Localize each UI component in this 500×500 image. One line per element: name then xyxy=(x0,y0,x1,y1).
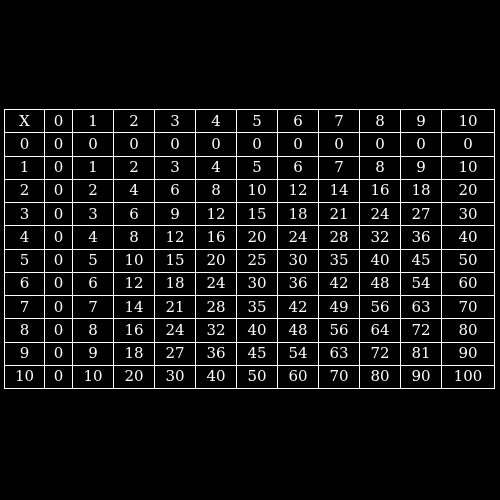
product-cell: 6 xyxy=(155,179,196,202)
product-cell: 50 xyxy=(237,365,278,388)
product-cell: 0 xyxy=(45,226,73,249)
table-row xyxy=(5,342,495,365)
product-cell: 8 xyxy=(360,156,401,179)
product-cell: 20 xyxy=(196,249,237,272)
product-cell: 3 xyxy=(73,203,114,226)
table-row xyxy=(5,365,495,388)
product-cell: 56 xyxy=(360,296,401,319)
product-cell: 0 xyxy=(45,179,73,202)
column-header-cell: 0 xyxy=(45,110,73,133)
product-cell: 64 xyxy=(360,319,401,342)
product-cell: 9 xyxy=(155,203,196,226)
product-cell: 0 xyxy=(401,133,442,156)
product-cell: 14 xyxy=(319,179,360,202)
product-cell: 12 xyxy=(114,272,155,295)
product-cell: 49 xyxy=(319,296,360,319)
column-header-cell: 1 xyxy=(73,110,114,133)
product-cell: 20 xyxy=(237,226,278,249)
product-cell: 5 xyxy=(73,249,114,272)
product-cell: 3 xyxy=(155,156,196,179)
product-cell: 12 xyxy=(278,179,319,202)
product-cell: 10 xyxy=(73,365,114,388)
product-cell: 0 xyxy=(45,365,73,388)
product-cell: 60 xyxy=(442,272,495,295)
column-header-cell: 5 xyxy=(237,110,278,133)
product-cell: 54 xyxy=(278,342,319,365)
column-header-cell: 7 xyxy=(319,110,360,133)
product-cell: 36 xyxy=(401,226,442,249)
column-header-cell: 6 xyxy=(278,110,319,133)
product-cell: 4 xyxy=(73,226,114,249)
product-cell: 9 xyxy=(73,342,114,365)
product-cell: 0 xyxy=(45,296,73,319)
product-cell: 24 xyxy=(196,272,237,295)
product-cell: 70 xyxy=(442,296,495,319)
product-cell: 7 xyxy=(319,156,360,179)
product-cell: 56 xyxy=(319,319,360,342)
product-cell: 15 xyxy=(237,203,278,226)
product-cell: 50 xyxy=(442,249,495,272)
product-cell: 18 xyxy=(401,179,442,202)
product-cell: 45 xyxy=(401,249,442,272)
product-cell: 18 xyxy=(114,342,155,365)
product-cell: 21 xyxy=(319,203,360,226)
row-header-cell: 3 xyxy=(5,203,45,226)
product-cell: 30 xyxy=(155,365,196,388)
product-cell: 48 xyxy=(360,272,401,295)
product-cell: 30 xyxy=(278,249,319,272)
column-header-cell: 8 xyxy=(360,110,401,133)
product-cell: 6 xyxy=(278,156,319,179)
product-cell: 42 xyxy=(278,296,319,319)
table-row xyxy=(5,272,495,295)
product-cell: 14 xyxy=(114,296,155,319)
product-cell: 54 xyxy=(401,272,442,295)
product-cell: 45 xyxy=(237,342,278,365)
product-cell: 0 xyxy=(278,133,319,156)
product-cell: 0 xyxy=(237,133,278,156)
table-row xyxy=(5,319,495,342)
column-header-cell: 3 xyxy=(155,110,196,133)
product-cell: 5 xyxy=(237,156,278,179)
product-cell: 0 xyxy=(45,249,73,272)
table-row xyxy=(5,203,495,226)
column-header-cell: 4 xyxy=(196,110,237,133)
product-cell: 25 xyxy=(237,249,278,272)
product-cell: 9 xyxy=(401,156,442,179)
product-cell: 16 xyxy=(360,179,401,202)
product-cell: 24 xyxy=(360,203,401,226)
product-cell: 0 xyxy=(45,319,73,342)
product-cell: 4 xyxy=(114,179,155,202)
product-cell: 35 xyxy=(319,249,360,272)
product-cell: 70 xyxy=(319,365,360,388)
product-cell: 21 xyxy=(155,296,196,319)
corner-cell: X xyxy=(5,110,45,133)
product-cell: 60 xyxy=(278,365,319,388)
row-header-cell: 6 xyxy=(5,272,45,295)
column-header-cell: 2 xyxy=(114,110,155,133)
product-cell: 2 xyxy=(114,156,155,179)
product-cell: 10 xyxy=(237,179,278,202)
row-header-cell: 8 xyxy=(5,319,45,342)
product-cell: 63 xyxy=(401,296,442,319)
product-cell: 0 xyxy=(45,156,73,179)
table-row xyxy=(5,179,495,202)
product-cell: 6 xyxy=(114,203,155,226)
row-header-cell: 9 xyxy=(5,342,45,365)
product-cell: 0 xyxy=(155,133,196,156)
product-cell: 0 xyxy=(196,133,237,156)
table-row xyxy=(5,156,495,179)
product-cell: 12 xyxy=(155,226,196,249)
table-row xyxy=(5,226,495,249)
multiplication-table xyxy=(4,109,495,389)
product-cell: 63 xyxy=(319,342,360,365)
product-cell: 10 xyxy=(442,156,495,179)
product-cell: 7 xyxy=(73,296,114,319)
product-cell: 30 xyxy=(237,272,278,295)
product-cell: 80 xyxy=(360,365,401,388)
product-cell: 48 xyxy=(278,319,319,342)
product-cell: 6 xyxy=(73,272,114,295)
product-cell: 42 xyxy=(319,272,360,295)
table-row xyxy=(5,296,495,319)
row-header-cell: 4 xyxy=(5,226,45,249)
row-header-cell: 5 xyxy=(5,249,45,272)
product-cell: 2 xyxy=(73,179,114,202)
product-cell: 90 xyxy=(442,342,495,365)
product-cell: 16 xyxy=(114,319,155,342)
row-header-cell: 2 xyxy=(5,179,45,202)
product-cell: 27 xyxy=(155,342,196,365)
product-cell: 0 xyxy=(114,133,155,156)
product-cell: 18 xyxy=(278,203,319,226)
product-cell: 0 xyxy=(442,133,495,156)
product-cell: 0 xyxy=(45,203,73,226)
product-cell: 28 xyxy=(319,226,360,249)
product-cell: 0 xyxy=(319,133,360,156)
product-cell: 0 xyxy=(45,272,73,295)
product-cell: 40 xyxy=(237,319,278,342)
row-header-cell: 7 xyxy=(5,296,45,319)
product-cell: 40 xyxy=(196,365,237,388)
product-cell: 16 xyxy=(196,226,237,249)
product-cell: 0 xyxy=(360,133,401,156)
column-header-cell: 10 xyxy=(442,110,495,133)
product-cell: 8 xyxy=(73,319,114,342)
product-cell: 0 xyxy=(45,133,73,156)
product-cell: 20 xyxy=(114,365,155,388)
product-cell: 80 xyxy=(442,319,495,342)
product-cell: 1 xyxy=(73,156,114,179)
product-cell: 36 xyxy=(196,342,237,365)
product-cell: 81 xyxy=(401,342,442,365)
product-cell: 12 xyxy=(196,203,237,226)
column-header-cell: 9 xyxy=(401,110,442,133)
row-header-cell: 0 xyxy=(5,133,45,156)
row-header-cell: 10 xyxy=(5,365,45,388)
product-cell: 4 xyxy=(196,156,237,179)
product-cell: 8 xyxy=(196,179,237,202)
product-cell: 28 xyxy=(196,296,237,319)
product-cell: 100 xyxy=(442,365,495,388)
product-cell: 8 xyxy=(114,226,155,249)
product-cell: 36 xyxy=(278,272,319,295)
product-cell: 0 xyxy=(45,342,73,365)
product-cell: 0 xyxy=(73,133,114,156)
product-cell: 72 xyxy=(360,342,401,365)
product-cell: 40 xyxy=(360,249,401,272)
product-cell: 30 xyxy=(442,203,495,226)
header-row xyxy=(5,110,495,133)
product-cell: 27 xyxy=(401,203,442,226)
product-cell: 35 xyxy=(237,296,278,319)
product-cell: 40 xyxy=(442,226,495,249)
table-body xyxy=(5,110,495,389)
table-row xyxy=(5,249,495,272)
table-row xyxy=(5,133,495,156)
row-header-cell: 1 xyxy=(5,156,45,179)
product-cell: 24 xyxy=(155,319,196,342)
product-cell: 32 xyxy=(196,319,237,342)
product-cell: 10 xyxy=(114,249,155,272)
product-cell: 20 xyxy=(442,179,495,202)
product-cell: 18 xyxy=(155,272,196,295)
product-cell: 15 xyxy=(155,249,196,272)
product-cell: 72 xyxy=(401,319,442,342)
product-cell: 90 xyxy=(401,365,442,388)
product-cell: 32 xyxy=(360,226,401,249)
product-cell: 24 xyxy=(278,226,319,249)
